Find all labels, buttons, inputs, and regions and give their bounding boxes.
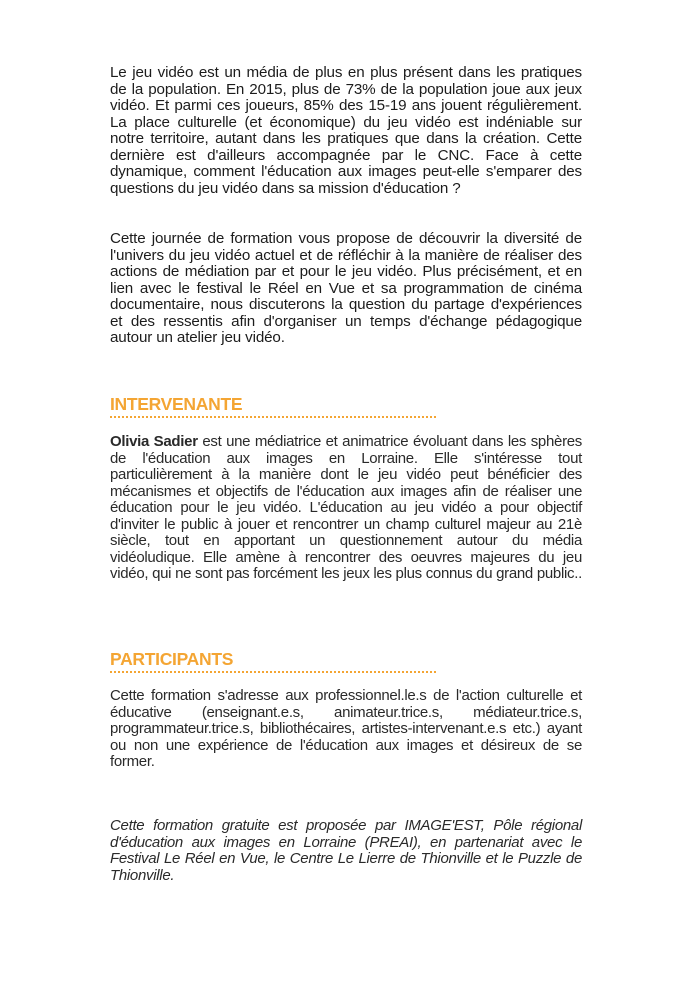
- participants-paragraph: Cette formation s'adresse aux professionnel.le.s de l'action culturelle et éducative (enseignant.e.s, animateur.trice.s, médiateur.trice.s, programmateur.trice.s, bibliothécaires, artistes-intervenant.e.s etc.) ayant ou non une expérience de l'éducation aux images et désireux de se former.: [110, 687, 582, 770]
- intervenante-name: Olivia Sadier: [110, 433, 198, 450]
- intervenante-heading: INTERVENANTE: [110, 394, 436, 418]
- intervenante-description: est une médiatrice et animatrice évoluant dans les sphères de l'éducation aux images en Lorraine. Elle s'intéresse tout particulièrement à la manière dont le jeu vidéo peut bénéficier des mécanismes et objectifs de l'éducation aux images afin de réaliser une éducation pour le jeu vidéo. L'éducation au jeu vidéo a pour objectif d'inviter le public à jouer et rencontrer un champ culturel majeur au 21è siècle, tout en apportant un questionnement autour du média vidéoludique. Elle amène à rencontrer des oeuvres majeures du jeu vidéo, qui ne sont pas forcément les jeux les plus connus du grand public..: [110, 433, 582, 582]
- intervenante-paragraph: [110, 434, 582, 583]
- intro-paragraph-2: Cette journée de formation vous propose de découvrir la diversité de l'univers du jeu vidéo actuel et de réfléchir à la manière de réaliser des actions de médiation par et pour le jeu vidéo. Plus précisément, et en lien avec le festival le Réel en Vue et sa programmation de cinéma documentaire, nous discuterons la question du partage d'expériences et des ressentis afin d'organiser un temps d'échange pédagogique autour un atelier jeu vidéo.: [110, 230, 582, 346]
- intro-paragraph-1: Le jeu vidéo est un média de plus en plus présent dans les pratiques de la population. En 2015, plus de 73% de la population joue aux jeux vidéo. Et parmi ces joueurs, 85% des 15-19 ans jouent régulièrement. La place culturelle (et économique) du jeu vidéo est indéniable sur notre territoire, autant dans les pratiques que dans la création. Cette dernière est d'ailleurs accompagnée par le CNC. Face à cette dynamique, comment l'éducation aux images peut-elle s'emparer des questions du jeu vidéo dans sa mission d'éducation ?: [110, 64, 582, 197]
- credits-paragraph: Cette formation gratuite est proposée par IMAGE'EST, Pôle régional d'éducation aux images en Lorraine (PREAI), en partenariat avec le Festival Le Réel en Vue, le Centre Le Lierre de Thionville et le Puzzle de Thionville.: [110, 817, 582, 884]
- participants-heading: PARTICIPANTS: [110, 649, 436, 673]
